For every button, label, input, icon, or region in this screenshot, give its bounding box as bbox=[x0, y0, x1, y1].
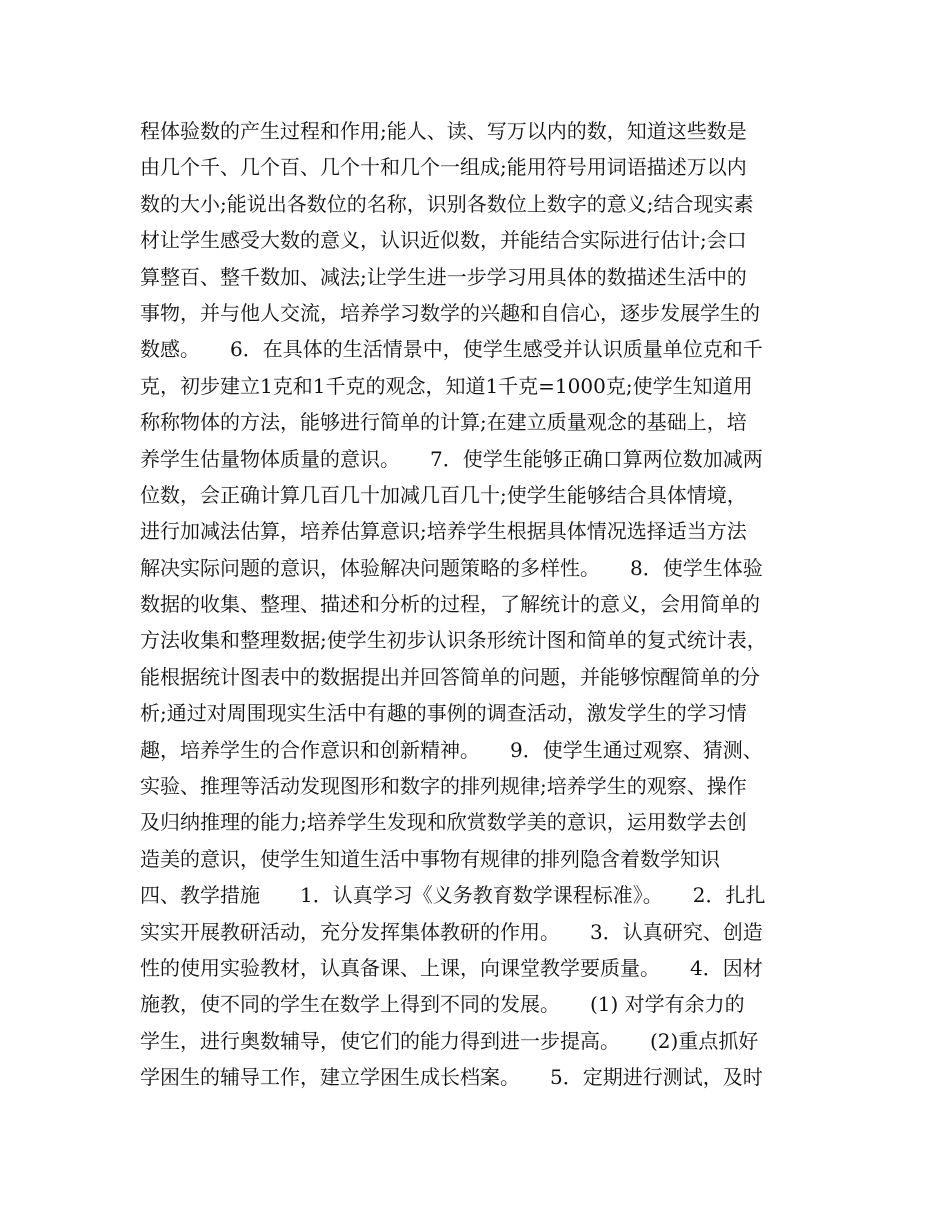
text-line: 能根据统计图表中的数据提出并回答简单的问题，并能够惊醒简单的分 bbox=[140, 664, 760, 689]
text-line: 实验、推理等活动发现图形和数字的排列规律;培养学生的观察、操作 bbox=[140, 774, 747, 799]
text-line: 养学生估量物体质量的意识。 7．使学生能够正确口算两位数加减两 bbox=[140, 446, 763, 471]
text-line: 由几个千、几个百、几个十和几个一组成;能用符号用词语描述万以内 bbox=[140, 155, 747, 180]
body-text bbox=[140, 113, 840, 1096]
text-line: 趣，培养学生的合作意识和创新精神。 9．使学生通过观察、猜测、 bbox=[140, 737, 763, 762]
text-line: 施教，使不同的学生在数学上得到不同的发展。 (1) 对学有余力的 bbox=[140, 992, 745, 1017]
text-line: 程体验数的产生过程和作用;能人、读、写万以内的数，知道这些数是 bbox=[140, 119, 747, 143]
text-line: 算整百、整千数加、减法;让学生进一步学习用具体的数描述生活中的 bbox=[140, 264, 747, 289]
text-line: 数的大小;能说出各数位的名称，识别各数位上数字的意义;结合现实素 bbox=[140, 191, 754, 216]
text-line: 方法收集和整理数据;使学生初步认识条形统计图和简单的复式统计表， bbox=[140, 628, 767, 653]
text-line: 实实开展教研活动，充分发挥集体教研的作用。 3．认真研究、创造 bbox=[140, 919, 763, 944]
text-line: 析;通过对周围现实生活中有趣的事例的调查活动，激发学生的学习情 bbox=[140, 701, 747, 726]
text-line: 造美的意识，使学生知道生活中事物有规律的排列隐含着数学知识 bbox=[140, 846, 720, 871]
text-line: 性的使用实验教材，认真备课、上课，向课堂教学要质量。 4．因材 bbox=[140, 955, 763, 980]
text-line: 材让学生感受大数的意义，认识近似数，并能结合实际进行估计;会口 bbox=[140, 228, 747, 253]
text-line: 位数，会正确计算几百几十加减几百几十;使学生能够结合具体情境， bbox=[140, 482, 747, 507]
text-line: 数感。 6．在具体的生活情景中，使学生感受并认识质量单位克和千 bbox=[140, 337, 763, 362]
text-line: 数据的收集、整理、描述和分析的过程，了解统计的意义，会用简单的 bbox=[140, 592, 760, 617]
text-line: 解决实际问题的意识，体验解决问题策略的多样性。 8．使学生体验 bbox=[140, 555, 763, 580]
text-line: 进行加减法估算，培养估算意识;培养学生根据具体情况选择适当方法 bbox=[140, 519, 747, 544]
text-line: 克，初步建立1克和1千克的观念，知道1千克=1000克;使学生知道用 bbox=[140, 373, 753, 398]
text-line: 学困生的辅导工作，建立学困生成长档案。 5．定期进行测试，及时 bbox=[140, 1065, 763, 1090]
text-line: 学生，进行奥数辅导，使它们的能力得到进一步提高。 (2)重点抓好 bbox=[140, 1028, 759, 1053]
text-line: 及归纳推理的能力;培养学生发现和欣赏数学美的意识，运用数学去创 bbox=[140, 810, 747, 835]
text-line: 称称物体的方法，能够进行简单的计算;在建立质量观念的基础上，培 bbox=[140, 410, 747, 435]
section-heading-line: 四、教学措施 1．认真学习《义务教育数学课程标准》。 2．扎扎 bbox=[140, 883, 766, 908]
text-line: 事物，并与他人交流，培养学习数学的兴趣和自信心，逐步发展学生的 bbox=[140, 300, 760, 325]
